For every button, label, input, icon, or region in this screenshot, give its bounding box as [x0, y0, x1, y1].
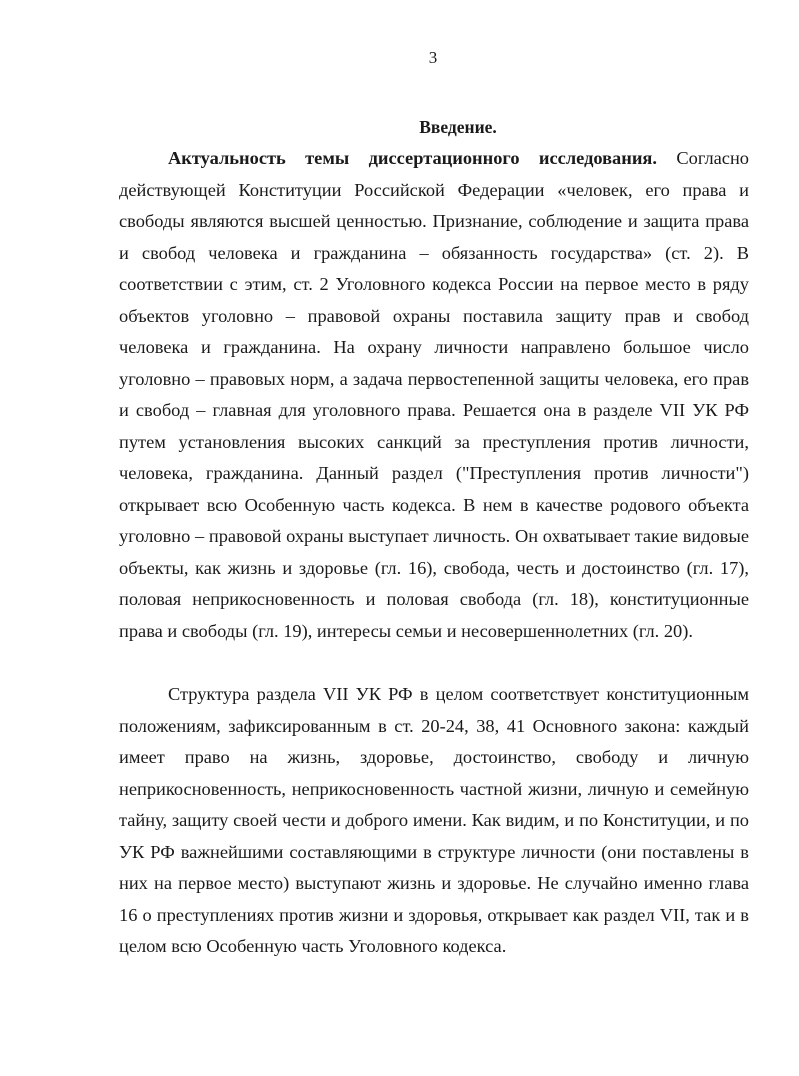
section-title: Введение. [419, 117, 497, 137]
paragraph-lead: Актуальность темы диссертационного исследования. [168, 148, 657, 168]
paragraph-1-text: Согласно действующей Конституции Российской Федерации «человек, его права и свободы являются высшей ценностью. Признание, соблюдение и защита права и свобод человека и гражданина – обязанность государства» (ст. 2). В соответствии с этим, ст. 2 Уголовного кодекса России на первое место в ряду объектов уголовно – правовой охраны поставила защиту прав и свобод человека и гражданина. На охрану личности направлено большое число уголовно – правовых норм, а задача первостепенной защиты человека, его прав и свобод – главная для уголовного права. Решается она в разделе VII УК РФ путем установления высоких санкций за преступления против личности, человека, гражданина. Данный раздел ("Преступления против личности") открывает всю Особенную часть кодекса. В нем в качестве родового объекта уголовно – правовой охраны выступает личность. Он охватывает такие видовые объекты, как жизнь и здоровье (гл. 16), свобода, честь и достоинство (гл. 17), половая неприкосновенность и половая свобода (гл. 18), конституционные права и свободы (гл. 19), интересы семьи и несовершеннолетних (гл. 20). [119, 148, 749, 641]
page-number: 3 [428, 48, 438, 67]
paragraph-2: Структура раздела VII УК РФ в целом соответствует конституционным положениям, зафиксированным в ст. 20-24, 38, 41 Основного закона: каждый имеет право на жизнь, здоровье, достоинство, свободу и личную неприкосновенность, неприкосновенность частной жизни, личную и семейную тайну, защиту своей чести и доброго имени. Как видим, и по Конституции, и по УК РФ важнейшими составляющими в структуре личности (они поставлены в них на первое место) выступают жизнь и здоровье. Не случайно именно глава 16 о преступлениях против жизни и здоровья, открывает как раздел VII, так и в целом всю Особенную часть Уголовного кодекса. [119, 684, 749, 956]
paragraph-1 [119, 143, 749, 647]
paragraph-structure [119, 679, 749, 963]
paragraph-relevance [119, 143, 749, 647]
